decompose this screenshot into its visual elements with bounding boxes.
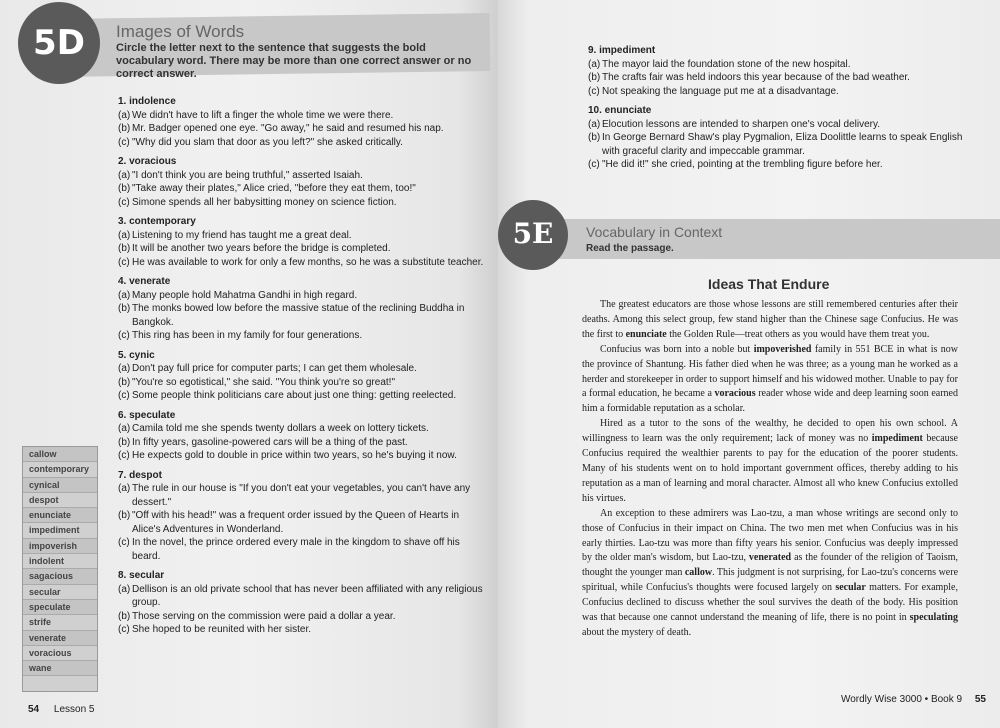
option-text: He was available to work for only a few months, so he was a substitute teacher. bbox=[132, 256, 484, 268]
page-number: 55 bbox=[974, 694, 986, 705]
option-text: "Take away their plates," Alice cried, "before they eat them, too!" bbox=[132, 183, 416, 194]
question-item bbox=[118, 275, 488, 343]
question-word: 4. venerate bbox=[118, 276, 171, 287]
book-label: Wordly Wise 3000 • Book 9 bbox=[840, 694, 963, 705]
option-letter[interactable]: (a) bbox=[118, 289, 131, 301]
answer-option[interactable] bbox=[118, 422, 488, 436]
answer-option[interactable] bbox=[118, 449, 488, 463]
answer-option[interactable] bbox=[118, 436, 488, 450]
passage-text: matters. For example, Confucius declined to discuss whether the soul survives the death of the body. His position was that because one cannot understand the meaning of life, there is no point in bbox=[582, 582, 958, 624]
page-number: 54 bbox=[28, 704, 40, 715]
word-list-item: strife bbox=[23, 615, 97, 630]
answer-option[interactable] bbox=[118, 583, 488, 610]
word-list-item: voracious bbox=[23, 646, 97, 661]
passage-text: the Golden Rule—treat others as you would have them treat you. bbox=[666, 328, 930, 340]
word-list-item: impediment bbox=[23, 523, 97, 538]
option-letter[interactable]: (c) bbox=[118, 196, 130, 208]
option-text: "I don't think you are being truthful," asserted Isaiah. bbox=[132, 169, 363, 181]
right-footer bbox=[841, 694, 986, 705]
answer-option[interactable] bbox=[118, 169, 488, 183]
option-text: In George Bernard Shaw's play Pygmalion, Eliza Doolittle learns to speak English with graceful clarity and impeccable grammar. bbox=[602, 132, 963, 157]
option-text: Simone spends all her babysitting money on science fiction. bbox=[132, 196, 397, 208]
answer-option[interactable] bbox=[118, 362, 488, 376]
word-list-item: secular bbox=[23, 585, 97, 600]
vocabulary-word: speculating bbox=[909, 612, 958, 624]
word-list-item: sagacious bbox=[23, 569, 97, 584]
answer-option[interactable] bbox=[588, 131, 968, 158]
word-list-item: contemporary bbox=[23, 462, 97, 477]
vocabulary-word: impediment bbox=[871, 433, 923, 445]
word-list-item: enunciate bbox=[23, 508, 97, 523]
passage-text: An exception to these admirers was Lao-tzu, a man whose writings are second only to those of Confucius in their impact on China. The two men met when Confucius was in his early thirties. Lao-tzu was more than fifty years his senior. Confucius was deeply impressed by the older man's wisdom, but Lao-tzu, bbox=[582, 507, 958, 564]
option-letter[interactable]: (c) bbox=[588, 85, 600, 97]
vocabulary-word: venerated bbox=[748, 552, 792, 564]
option-letter[interactable]: (b) bbox=[118, 436, 131, 448]
option-letter[interactable]: (c) bbox=[588, 159, 600, 170]
option-text: "He did it!" she cried, pointing at the trembling figure before her. bbox=[602, 159, 883, 170]
word-list-item: despot bbox=[23, 493, 97, 508]
section-5d-title: Images of Words bbox=[116, 22, 245, 41]
option-letter[interactable]: (a) bbox=[118, 109, 131, 121]
answer-option[interactable] bbox=[118, 289, 488, 303]
option-letter[interactable]: (b) bbox=[118, 123, 131, 134]
question-item bbox=[118, 215, 488, 269]
answer-option[interactable] bbox=[588, 85, 968, 99]
question-word: 2. voracious bbox=[118, 156, 177, 167]
question-word: 9. impediment bbox=[588, 45, 656, 56]
option-text: Many people hold Mahatma Gandhi in high regard. bbox=[132, 289, 358, 301]
answer-option[interactable] bbox=[118, 136, 488, 150]
passage-paragraph bbox=[582, 417, 958, 506]
question-item bbox=[118, 409, 488, 463]
option-text: Some people think politicians care about just one thing: getting reelected. bbox=[132, 390, 457, 401]
answer-option[interactable] bbox=[588, 118, 968, 132]
option-letter[interactable]: (c) bbox=[118, 390, 130, 401]
option-letter[interactable]: (a) bbox=[118, 583, 131, 595]
answer-option[interactable] bbox=[118, 389, 488, 403]
option-text: Dellison is an old private school that has never been affiliated with any religious group. bbox=[132, 583, 483, 608]
section-5e-title: Vocabulary in Context bbox=[586, 224, 723, 240]
passage-text: Hired as a tutor to the sons of the wealthy, he decided to open his own school. A willingness to learn was the only requirement; lack of money was no bbox=[582, 418, 958, 445]
question-word: 3. contemporary bbox=[118, 216, 196, 227]
answer-option[interactable] bbox=[118, 329, 488, 343]
option-text: Listening to my friend has taught me a great deal. bbox=[132, 229, 352, 241]
option-letter[interactable]: (c) bbox=[118, 136, 130, 148]
vocabulary-word: secular bbox=[835, 582, 866, 594]
option-letter[interactable]: (c) bbox=[118, 330, 130, 341]
question-word: 6. speculate bbox=[118, 409, 176, 421]
passage-paragraph bbox=[582, 507, 958, 641]
option-text: "Off with his head!" was a frequent order issued by the Queen of Hearts in Alice's Adventures in Wonderland. bbox=[132, 510, 460, 535]
passage-text: as the founder of the religion of Taoism, thought the younger man bbox=[582, 552, 959, 579]
option-text: Don't pay full price for computer parts; I can get them wholesale. bbox=[132, 363, 417, 374]
question-word: 8. secular bbox=[118, 570, 165, 581]
answer-option[interactable] bbox=[118, 302, 488, 329]
option-text: The crafts fair was held indoors this year because of the bad weather. bbox=[602, 72, 910, 83]
question-item bbox=[118, 95, 488, 149]
passage-text: because Confucius required the wealthier parents to pay for the education of the poorer students. Many of his students went on to hold important government offices, thereby adding to his reputation as a man of learning and moral character. Almost all who knew Confucius extolled his virtues. bbox=[582, 433, 958, 504]
passage-text: about the mystery of death. bbox=[582, 626, 692, 638]
option-letter[interactable]: (b) bbox=[118, 243, 131, 254]
lesson-label: Lesson 5 bbox=[53, 704, 95, 715]
question-item bbox=[118, 349, 488, 403]
option-letter[interactable]: (b) bbox=[118, 510, 131, 521]
option-letter[interactable]: (a) bbox=[118, 483, 131, 494]
word-list-item: indolent bbox=[23, 554, 97, 569]
option-letter[interactable]: (c) bbox=[118, 537, 130, 548]
question-list-left bbox=[118, 95, 488, 643]
question-word: 10. enunciate bbox=[588, 105, 652, 116]
answer-option[interactable] bbox=[118, 610, 488, 624]
answer-option[interactable] bbox=[118, 256, 488, 270]
word-list-box bbox=[22, 446, 98, 692]
option-letter[interactable]: (b) bbox=[588, 72, 601, 83]
word-list-item: wane bbox=[23, 661, 97, 676]
option-letter[interactable]: (a) bbox=[588, 118, 601, 130]
option-text: Camila told me she spends twenty dollars a week on lottery tickets. bbox=[132, 423, 429, 434]
option-text: In the novel, the prince ordered every male in the kingdom to shave off his beard. bbox=[132, 537, 460, 562]
answer-option[interactable] bbox=[588, 58, 968, 72]
answer-option[interactable] bbox=[118, 376, 488, 390]
word-list-item: venerate bbox=[23, 631, 97, 646]
option-letter[interactable]: (b) bbox=[118, 303, 131, 314]
option-letter[interactable]: (b) bbox=[118, 376, 131, 388]
word-list-item: speculate bbox=[23, 600, 97, 615]
section-5e-badge: 5E bbox=[498, 200, 568, 270]
option-text: The mayor laid the foundation stone of the new hospital. bbox=[602, 58, 851, 70]
option-text: He expects gold to double in price within two years, so he's buying it now. bbox=[132, 450, 457, 461]
question-word: 5. cynic bbox=[118, 349, 155, 361]
option-text: Not speaking the language put me at a disadvantage. bbox=[602, 85, 839, 97]
question-item bbox=[588, 104, 968, 172]
answer-option[interactable] bbox=[588, 71, 968, 85]
vocabulary-word: enunciate bbox=[625, 328, 667, 340]
left-page bbox=[0, 0, 498, 728]
option-text: The monks bowed low before the massive statue of the reclining Buddha in Bangkok. bbox=[132, 303, 465, 328]
option-letter[interactable]: (b) bbox=[118, 610, 131, 622]
option-letter[interactable]: (b) bbox=[588, 132, 601, 143]
answer-option[interactable] bbox=[118, 122, 488, 136]
answer-option[interactable] bbox=[118, 242, 488, 256]
answer-option[interactable] bbox=[118, 182, 488, 196]
passage-text: reader whose wide and deep learning soon earned him a formidable reputation as a scholar. bbox=[582, 388, 958, 415]
question-list-right bbox=[588, 44, 968, 178]
option-text: This ring has been in my family for four generations. bbox=[132, 330, 363, 341]
option-text: "You're so egotistical," she said. "You think you're so great!" bbox=[132, 376, 395, 388]
passage-paragraph bbox=[582, 343, 958, 418]
option-letter[interactable]: (a) bbox=[118, 229, 131, 241]
option-text: Those serving on the commission were paid a dollar a year. bbox=[132, 610, 396, 622]
option-text: It will be another two years before the bridge is completed. bbox=[132, 243, 391, 254]
option-text: "Why did you slam that door as you left?" she asked critically. bbox=[132, 136, 403, 148]
section-5d-badge: 5D bbox=[18, 2, 100, 84]
option-letter[interactable]: (a) bbox=[588, 58, 601, 70]
question-word: 1. indolence bbox=[118, 96, 176, 107]
section-5d-instructions: Circle the letter next to the sentence that suggests the bold vocabulary word. There may be more than one correct answer or no correct answer. bbox=[116, 42, 472, 80]
option-text: In fifty years, gasoline-powered cars will be a thing of the past. bbox=[132, 436, 408, 448]
option-letter[interactable]: (a) bbox=[118, 169, 131, 181]
option-letter[interactable]: (b) bbox=[118, 183, 131, 194]
passage-text: The greatest educators are those whose lessons are still remembered centuries after their deaths. Among this select group, few stand higher than the Chinese sage Confucius. He was the first to bbox=[582, 299, 958, 340]
passage-text: . This judgment is not surprising, for Lao-tzu's concerns were spiritual, while Confucius's thoughts were focused largely on bbox=[582, 567, 959, 594]
question-item bbox=[118, 469, 488, 564]
answer-option[interactable] bbox=[118, 623, 488, 637]
question-item bbox=[588, 44, 968, 98]
question-item bbox=[118, 569, 488, 637]
option-letter[interactable]: (a) bbox=[118, 423, 131, 434]
question-item bbox=[118, 155, 488, 209]
passage-paragraph bbox=[582, 298, 958, 343]
answer-option[interactable] bbox=[118, 109, 488, 123]
vocabulary-word: impoverished bbox=[753, 343, 812, 355]
option-text: The rule in our house is "If you don't eat your vegetables, you can't have any dessert." bbox=[132, 483, 471, 508]
passage-text: family in 551 BCE in what is now the province of Shantung. His father died when he was three; as a young man he worked as a herder and storekeeper in order to support himself and his widowed mother. Unable to pay for a formal education, he became a bbox=[582, 343, 959, 400]
reading-passage bbox=[582, 298, 958, 641]
left-footer bbox=[28, 704, 95, 715]
option-text: Elocution lessons are intended to sharpen one's vocal delivery. bbox=[602, 118, 881, 130]
option-letter[interactable]: (a) bbox=[118, 363, 131, 374]
right-page bbox=[498, 0, 1000, 728]
passage-title: Ideas That Endure bbox=[708, 276, 830, 292]
answer-option[interactable] bbox=[118, 536, 488, 563]
vocabulary-word: voracious bbox=[714, 388, 756, 400]
word-list-item: cynical bbox=[23, 478, 97, 493]
option-letter[interactable]: (c) bbox=[118, 256, 130, 268]
answer-option[interactable] bbox=[118, 482, 488, 509]
question-word: 7. despot bbox=[118, 469, 162, 481]
answer-option[interactable] bbox=[588, 158, 968, 172]
answer-option[interactable] bbox=[118, 196, 488, 210]
vocabulary-word: callow bbox=[684, 567, 713, 579]
word-list-item: impoverish bbox=[23, 539, 97, 554]
section-5e-instructions: Read the passage. bbox=[586, 243, 674, 254]
word-list-item: callow bbox=[23, 447, 97, 462]
option-text: We didn't have to lift a finger the whole time we were there. bbox=[132, 109, 394, 121]
option-letter[interactable]: (c) bbox=[118, 450, 130, 461]
option-text: She hoped to be reunited with her sister. bbox=[132, 624, 312, 635]
answer-option[interactable] bbox=[118, 509, 488, 536]
answer-option[interactable] bbox=[118, 229, 488, 243]
passage-text: Confucius was born into a noble but bbox=[600, 343, 754, 355]
option-letter[interactable]: (c) bbox=[118, 624, 130, 635]
option-text: Mr. Badger opened one eye. "Go away," he said and resumed his nap. bbox=[132, 123, 444, 134]
